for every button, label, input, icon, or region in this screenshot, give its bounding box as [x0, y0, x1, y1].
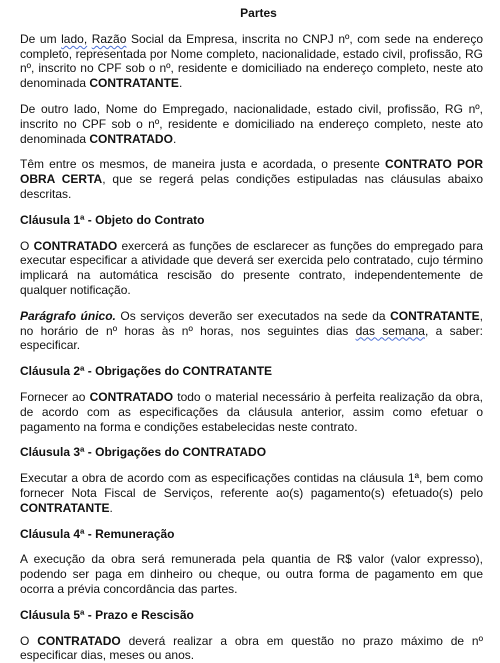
text-run: Executar a obra de acordo com as especificações contidas na cláusula 1ª, bem como fornecer Nota Fiscal de Serviços, referente ao(s) pagamento(s) efetuado(s) pelo	[20, 471, 483, 500]
clause-4-text: A execução da obra será remunerada pela quantia de R$ valor (valor expresso), podendo ser paga em dinheiro ou cheque, ou outra forma de pagamento em que ocorra a prévia concordância das partes.	[20, 552, 483, 596]
text-run: Os serviços deverão ser executados na sede da	[116, 309, 390, 323]
clause-2-heading: Cláusula 2ª - Obrigações do CONTRATANTE	[20, 364, 483, 379]
text-run: , a saber: especificar.	[20, 324, 483, 353]
text-run: De um	[20, 32, 61, 46]
text-run: , no horário de nº horas às nº horas, nos seguintes dias	[20, 309, 483, 338]
bold-term: CONTRATANTE	[89, 76, 179, 90]
text-run: .	[110, 501, 113, 515]
paragrafo-label: Parágrafo único.	[20, 309, 116, 323]
text-run: De outro lado, Nome do Empregado, nacionalidade, estado civil, profissão, RG nº, inscrito no CPF sob o nº, residente e domiciliado na endereço completo, neste ato denominada	[20, 102, 483, 146]
spellcheck-word: das semana	[356, 324, 425, 338]
bold-term: CONTRATANTE	[390, 309, 480, 323]
paragraph-contratado-parties	[20, 102, 483, 146]
clause-4-heading: Cláusula 4ª - Remuneração	[20, 527, 483, 542]
clause-3-heading: Cláusula 3ª - Obrigações do CONTRATADO	[20, 445, 483, 460]
text-run: O	[20, 239, 34, 253]
text-run: .	[179, 76, 182, 90]
spellcheck-word: Razão	[92, 32, 127, 46]
clause-5-text	[20, 634, 483, 663]
document-title: Partes	[20, 6, 483, 21]
clause-1-heading: Cláusula 1ª - Objeto do Contrato	[20, 213, 483, 228]
clause-3-text	[20, 471, 483, 515]
text-run: , que se regerá pelas condições estipuladas nas cláusulas abaixo descritas.	[20, 172, 483, 201]
paragraph-agreement	[20, 157, 483, 201]
text-run: .	[173, 132, 176, 146]
bold-term: CONTRATADO	[89, 132, 173, 146]
text-run: deverá realizar a obra em questão no prazo máximo de nº especificar dias, meses ou anos.	[20, 634, 483, 663]
clause-5-heading: Cláusula 5ª - Prazo e Rescisão	[20, 608, 483, 623]
text-run: O	[20, 634, 37, 648]
bold-term: CONTRATADO	[37, 634, 121, 648]
clause-1-text	[20, 239, 483, 298]
bold-term: CONTRATADO	[90, 390, 174, 404]
paragraph-contratante-parties	[20, 32, 483, 91]
text-run: exercerá as funções de esclarecer as funções do empregado para executar especificar a atividade que deverá ser exercida pelo contratado, cujo término implicará na automática rescisão do presente contrato, independentemente de qualquer notificação.	[20, 239, 483, 297]
bold-term: CONTRATO POR OBRA CERTA	[20, 157, 483, 186]
text-run: todo o material necessário à perfeita realização da obra, de acordo com as especificações da cláusula anterior, assim como efetuar o pagamento na forma e condições estabelecidas neste contrato.	[20, 390, 483, 434]
text-run: Fornecer ao	[20, 390, 90, 404]
text-run: Social da Empresa, inscrita no CNPJ nº, com sede na endereço completo, representada por Nome completo, nacionalidade, estado civil, profissão, RG nº, inscrito no CPF sob o nº, residente e domiciliado na endereço completo, neste ato denominada	[20, 32, 483, 90]
text-run: Têm entre os mesmos, de maneira justa e acordada, o presente	[20, 157, 385, 171]
bold-term: CONTRATANTE	[20, 501, 110, 515]
paragrafo-unico	[20, 309, 483, 353]
spellcheck-word: lado,	[61, 32, 87, 46]
bold-term: CONTRATADO	[34, 239, 118, 253]
clause-2-text	[20, 390, 483, 434]
